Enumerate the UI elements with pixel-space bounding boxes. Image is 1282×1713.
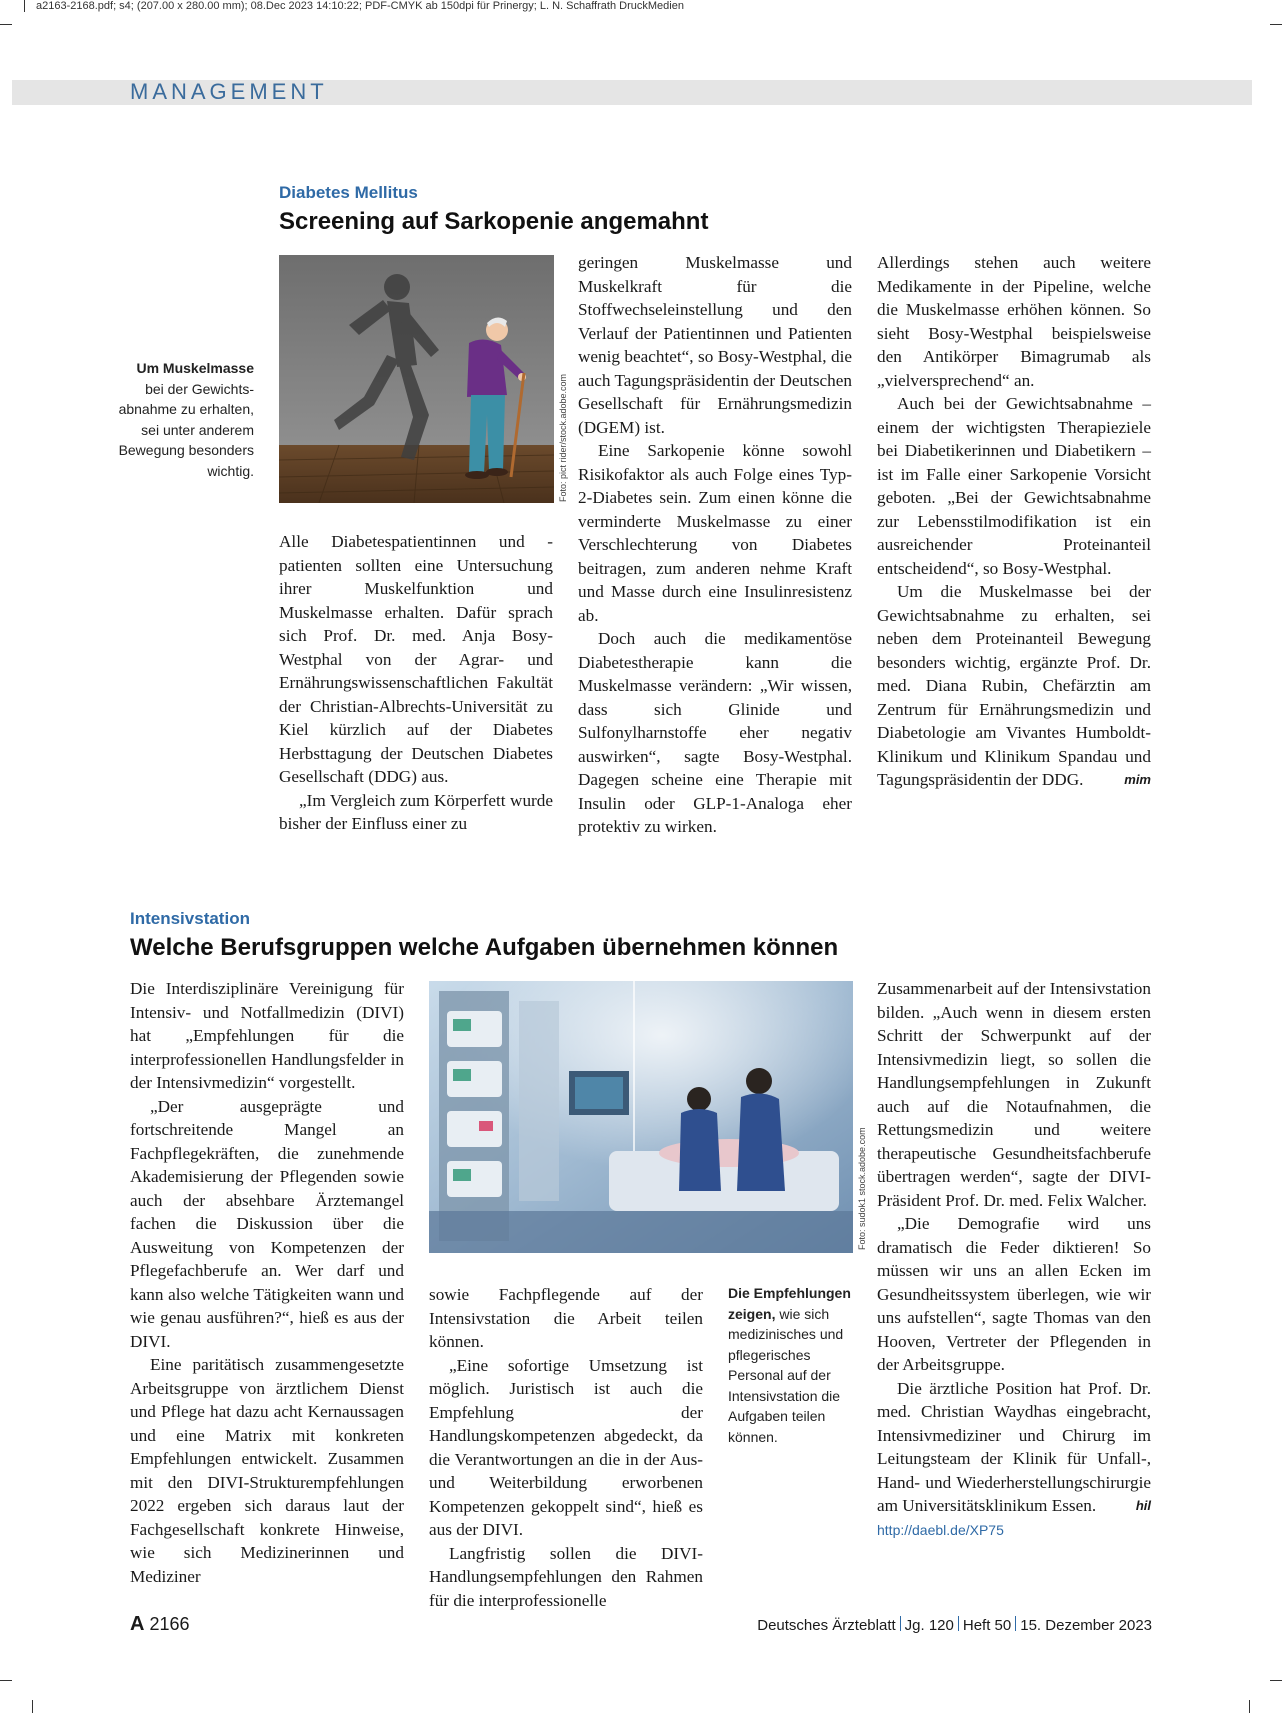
article2-column-1 xyxy=(130,977,404,1588)
crop-mark xyxy=(32,1700,33,1713)
journal-info xyxy=(757,1616,1152,1634)
runner-illustration xyxy=(279,255,554,503)
paragraph: Eine Sarkopenie könne sowohl Risikofaktor als auch Folge eines Typ-2-Diabetes sein. Zum einen könne die verminderte Muskelmasse zu einer Verschlechterung von Diabetes beitragen, zum anderen nehme Kraft und Masse durch eine Insulinresistenz ab. xyxy=(578,441,852,625)
paragraph-text: Die ärztliche Position hat Prof. Dr. med. Christian Waydhas eingebracht, Intensivmediziner und Chirurg im Leitungsteam der Klinik für Unfall-, Hand- und Wiederherstellungschirurgie am Universitätsklinikum Essen. xyxy=(877,1378,1151,1515)
article2-column-3 xyxy=(877,977,1151,1542)
intensive-care-photo xyxy=(429,981,853,1253)
journal-issue: Heft 50 xyxy=(962,1617,1012,1634)
section-label: MANAGEMENT xyxy=(130,79,328,104)
crop-mark xyxy=(1249,1700,1250,1713)
article2-caption xyxy=(728,1283,852,1447)
paragraph: „Im Vergleich zum Körperfett wurde bisher der Einfluss einer zu xyxy=(279,790,553,833)
paragraph: geringen Muskelmasse und Muskelkraft für die Stoffwechseleinstellung und den Verlauf der Patientinnen und Patienten wenig beachtet“, so Bosy-Westphal, die auch Tagungspräsidentin der Deutschen Gesellschaft für Ernährungsmedizin (DGEM) ist. xyxy=(578,253,852,437)
caption-bold: Die Empfehlungen zeigen, xyxy=(728,1285,851,1322)
article2-link-line xyxy=(877,1518,1151,1543)
separator xyxy=(958,1616,959,1631)
crop-mark xyxy=(1270,24,1282,25)
crop-mark xyxy=(1270,1680,1282,1681)
article1-signature: mim xyxy=(1124,772,1151,787)
paragraph: „Der ausgeprägte und fortschreitende Mangel an Fachpflegekräften, die zunehmende Akademisierung der Pflegenden sowie auch der absehbare Ärztemangel fachen die Diskussion über die Ausweitung von Kompetenzen der Pflegefachberufe an. Wer darf und kann also welche Tätigkeiten wann und wie genau ausführen?“, hieß es aus der DIVI. xyxy=(130,1096,404,1351)
paragraph: Eine paritätisch zusammengesetzte Arbeitsgruppe von ärztlichem Dienst und Pflege hat dazu acht Kernaussagen und eine Matrix mit konkreten Empfehlungen entwickelt. Zusammen mit den DIVI-Strukturempfehlungen 2022 ergeben sich daraus laut der Fachgesellschaft konkrete Hinweise, wie sich Medizinerinnen und Mediziner xyxy=(130,1355,404,1586)
article2-kicker: Intensivstation xyxy=(130,909,250,928)
intensive-care-photo-svg xyxy=(429,981,853,1253)
article1-headline: Screening auf Sarkopenie angemahnt xyxy=(279,208,709,235)
article2-column-2 xyxy=(429,1283,703,1612)
page-number xyxy=(130,1613,190,1636)
article2-photo-credit: Foto: sudok1 stock.adobe.com xyxy=(857,1127,867,1250)
crop-mark xyxy=(0,1680,12,1681)
caption-bold: Um Muskelmasse xyxy=(136,360,254,376)
separator xyxy=(1015,1616,1016,1631)
crop-mark xyxy=(24,0,25,12)
paragraph: Die Interdisziplinäre Vereinigung für Intensiv- und Notfallmedizin (DIVI) hat „Empfehlungen für die interprofessionellen Handlungsfelder in der Intensivmedizin“ vorgestellt. xyxy=(130,979,404,1092)
paragraph-text: Um die Muskelmasse bei der Gewichtsabnahme zu erhalten, sei neben dem Proteinanteil Bewegung besonders wichtig, ergänzte Prof. Dr. med. Diana Rubin, Chefärztin am Zentrum für Ernährungsmedizin und Diabetologie am Vivantes Humboldt-Klinikum und Klinikum Spandau und Tagungspräsidentin der DDG. xyxy=(877,582,1151,789)
print-info: a2163-2168.pdf; s4; (207.00 x 280.00 mm); 08.Dec 2023 14:10:22; PDF-CMYK ab 150dpi für Prinergy; L. N. Schaffrath DruckMedien xyxy=(36,0,684,12)
caption-text: bei der Gewichts-abnahme zu erhalten, sei unter anderem Bewegung besonders wichtig. xyxy=(118,380,254,479)
article1-column-1 xyxy=(279,530,553,836)
paragraph: Doch auch die medikamentöse Diabetestherapie kann die Muskelmasse verändern: „Wir wissen, dass sich Glinide und Sulfonylharnstoffe eher negativ auswirken“, sagte Bosy-Westphal. Dagegen scheine eine Therapie mit Insulin oder GLP-1-Analoga eher protektiv zu wirken. xyxy=(578,629,852,836)
paragraph xyxy=(877,580,1151,792)
article2-link[interactable]: http://daebl.de/XP75 xyxy=(877,1521,1004,1538)
article2-signature: hil xyxy=(1135,1498,1151,1513)
paragraph: Langfristig sollen die DIVI-Handlungsempfehlungen den Rahmen für die interprofessionelle xyxy=(429,1543,703,1610)
page-prefix: A xyxy=(130,1613,145,1635)
article1-column-3 xyxy=(877,251,1151,792)
journal-name: Deutsches Ärzteblatt xyxy=(757,1617,896,1634)
journal-date: 15. Dezember 2023 xyxy=(1020,1617,1152,1634)
paragraph: Auch bei der Gewichtsabnahme – einem der wichtigsten Therapieziele bei Diabetikerinnen und Diabetikern – ist im Falle einer Sarkopenie Vorsicht geboten. „Bei der Gewichtsabnahme zur Lebensstilmodifikation ist ein ausreichender Proteinanteil entscheidend“, so Bosy-Westphal. xyxy=(877,394,1151,578)
paragraph: Alle Diabetespatientinnen und -patienten sollten eine Untersuchung ihrer Muskelfunktion und Muskelmasse erhalten. Dafür sprach sich Prof. Dr. med. Anja Bosy-Westphal von der Agrar- und Ernährungswissenschaftlichen Fakultät der Christian-Albrechts-Universität zu Kiel kürzlich auf der Diabetes Herbsttagung der Deutschen Diabetes Gesellschaft (DDG) aus. xyxy=(279,532,553,786)
page-number-value: 2166 xyxy=(149,1614,190,1634)
article1-photo-credit: Foto: pict rider/stock.adobe.com xyxy=(558,373,568,502)
runner-illustration-svg xyxy=(279,255,554,503)
separator xyxy=(900,1616,901,1631)
paragraph: „Eine sofortige Umsetzung ist möglich. Juristisch ist auch die Empfehlung der Handlungskompetenzen abgedeckt, da die Verantwortungen an die in der Aus- und Weiterbildung erworbenen Kompetenzen gekoppelt sind“, hieß es aus der DIVI. xyxy=(429,1355,703,1539)
paragraph: Allerdings stehen auch weitere Medikamente in der Pipeline, welche die Muskelmasse erhöhen können. So sieht Bosy-Westphal beispielsweise den Antikörper Bimagrumab als „vielversprechend“ an. xyxy=(877,253,1151,390)
article2-headline: Welche Berufsgruppen welche Aufgaben übernehmen können xyxy=(130,934,839,961)
article1-kicker: Diabetes Mellitus xyxy=(279,183,418,202)
journal-volume: Jg. 120 xyxy=(904,1617,954,1634)
paragraph xyxy=(877,1377,1151,1518)
paragraph: sowie Fachpflegende auf der Intensivstation die Arbeit teilen können. xyxy=(429,1285,703,1351)
paragraph: Zusammenarbeit auf der Intensivstation bilden. „Auch wenn in diesem ersten Schritt der Schwerpunkt auf der Intensivmedizin liegt, so sollen die Handlungsempfehlungen in Zukunft auch auf die Notaufnahmen, die Rettungsmedizin und weitere therapeutische Gesundheitsfachberufe übertragen werden“, sagte der DIVI-Präsident Prof. Dr. med. Felix Walcher. xyxy=(877,979,1151,1210)
caption-text: wie sich medizinisches und pflegerisches Personal auf der Intensivstation die Aufgaben teilen können. xyxy=(728,1305,844,1445)
crop-mark xyxy=(0,24,12,25)
article1-caption xyxy=(110,358,254,481)
paragraph: „Die Demografie wird uns dramatisch die Feder diktieren! So müssen wir uns an allen Ecken im Gesundheitssystem überlegen, wie wir uns aufstellen“, sagte Thomas van den Hooven, Vertreter der Pflegenden in der Arbeitsgruppe. xyxy=(877,1214,1151,1374)
article1-column-2 xyxy=(578,251,852,839)
